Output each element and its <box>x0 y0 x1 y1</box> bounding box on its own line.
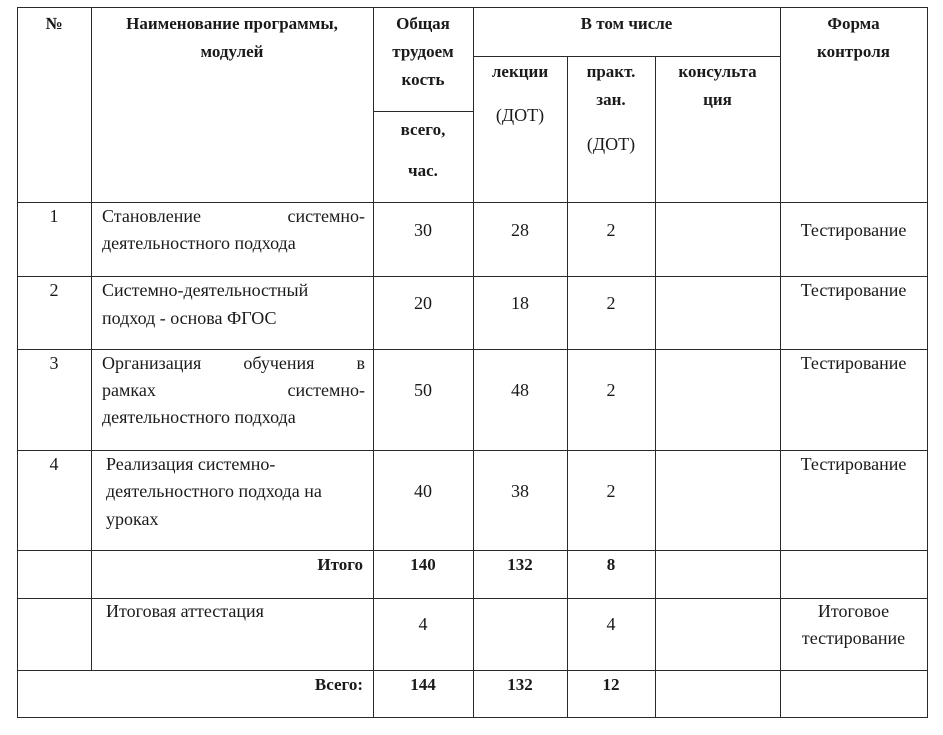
row3-total: 50 <box>414 380 432 400</box>
row3-name-line2 <box>102 376 365 404</box>
header-pract-line3: (ДОТ) <box>586 134 636 154</box>
header-name-line2: модулей <box>200 42 264 61</box>
row2-num: 2 <box>49 280 59 300</box>
vsego-lect: 132 <box>507 675 533 694</box>
col-divider-pract <box>655 56 656 718</box>
header-subrule-total <box>373 111 473 112</box>
header-lect-line2: (ДОТ) <box>495 105 545 125</box>
row3-name-line3: деятельностного подхода <box>102 407 296 427</box>
vsego-pract: 12 <box>602 675 620 694</box>
header-cons-line2: ция <box>703 90 732 109</box>
header-form-line1: Форма <box>827 14 880 33</box>
row1-name-word: Становление <box>102 206 201 226</box>
row1-name-word: системно- <box>287 206 365 226</box>
row3-name-word: обучения <box>243 353 315 373</box>
itogo-pract: 8 <box>606 555 616 574</box>
header-total-sub-line2: час. <box>408 161 438 180</box>
row4-lect: 38 <box>511 481 529 501</box>
row4-name-line2: деятельностного подхода на <box>106 481 322 501</box>
attest-total: 4 <box>418 614 428 634</box>
row2-lect: 18 <box>511 293 529 313</box>
row4-num: 4 <box>49 454 59 474</box>
row3-name-word: системно- <box>287 380 365 400</box>
header-total-line3: кость <box>401 70 445 89</box>
itogo-lect: 132 <box>507 555 533 574</box>
row2-name-line2: подход - основа ФГОС <box>102 308 277 328</box>
itogo-label: Итого <box>317 555 363 574</box>
row4-total: 40 <box>414 481 432 501</box>
table-border-right <box>927 7 928 718</box>
header-num: № <box>45 14 63 33</box>
row3-lect: 48 <box>511 380 529 400</box>
row4-pract: 2 <box>606 481 616 501</box>
row2-total: 20 <box>414 293 432 313</box>
header-pract-line1: практ. <box>586 62 636 81</box>
vsego-total: 144 <box>410 675 436 694</box>
row2-name-line1: Системно-деятельностный <box>102 280 309 300</box>
row3-form: Тестирование <box>800 353 907 373</box>
row1-name-line1 <box>102 202 365 230</box>
row3-name-word: в <box>356 353 365 373</box>
header-incl: В том числе <box>580 14 673 33</box>
attest-pract: 4 <box>606 614 616 634</box>
attest-label: Итоговая аттестация <box>106 601 264 621</box>
row3-name-word: Организация <box>102 353 202 373</box>
attest-form-line2: тестирование <box>801 628 906 648</box>
row2-pract: 2 <box>606 293 616 313</box>
header-total-line2: трудоем <box>392 42 454 61</box>
row3-pract: 2 <box>606 380 616 400</box>
header-total-line1: Общая <box>396 14 450 33</box>
row4-form: Тестирование <box>800 454 907 474</box>
row1-num: 1 <box>49 206 59 226</box>
row3-num: 3 <box>49 353 59 373</box>
header-total-sub-line1: всего, <box>400 120 446 139</box>
row3-name-line1 <box>102 349 365 377</box>
row1-pract: 2 <box>606 220 616 240</box>
vsego-label: Всего: <box>314 675 363 694</box>
row2-form: Тестирование <box>800 280 907 300</box>
header-form-line2: контроля <box>817 42 890 61</box>
itogo-total: 140 <box>410 555 436 574</box>
row4-name-line3: уроках <box>106 509 159 529</box>
row1-name-line2: деятельностного подхода <box>102 233 296 253</box>
row4-name-line1: Реализация системно- <box>106 454 276 474</box>
header-cons-line1: консульта <box>678 62 757 81</box>
header-lect-line1: лекции <box>491 62 549 81</box>
row1-form: Тестирование <box>800 220 907 240</box>
row1-total: 30 <box>414 220 432 240</box>
header-pract-line2: зан. <box>596 90 626 109</box>
header-subrule-incl <box>473 56 781 57</box>
row1-lect: 28 <box>511 220 529 240</box>
header-name-line1: Наименование программы, <box>126 14 338 33</box>
row3-name-word: рамках <box>102 380 156 400</box>
attest-form-line1: Итоговое <box>817 601 890 621</box>
